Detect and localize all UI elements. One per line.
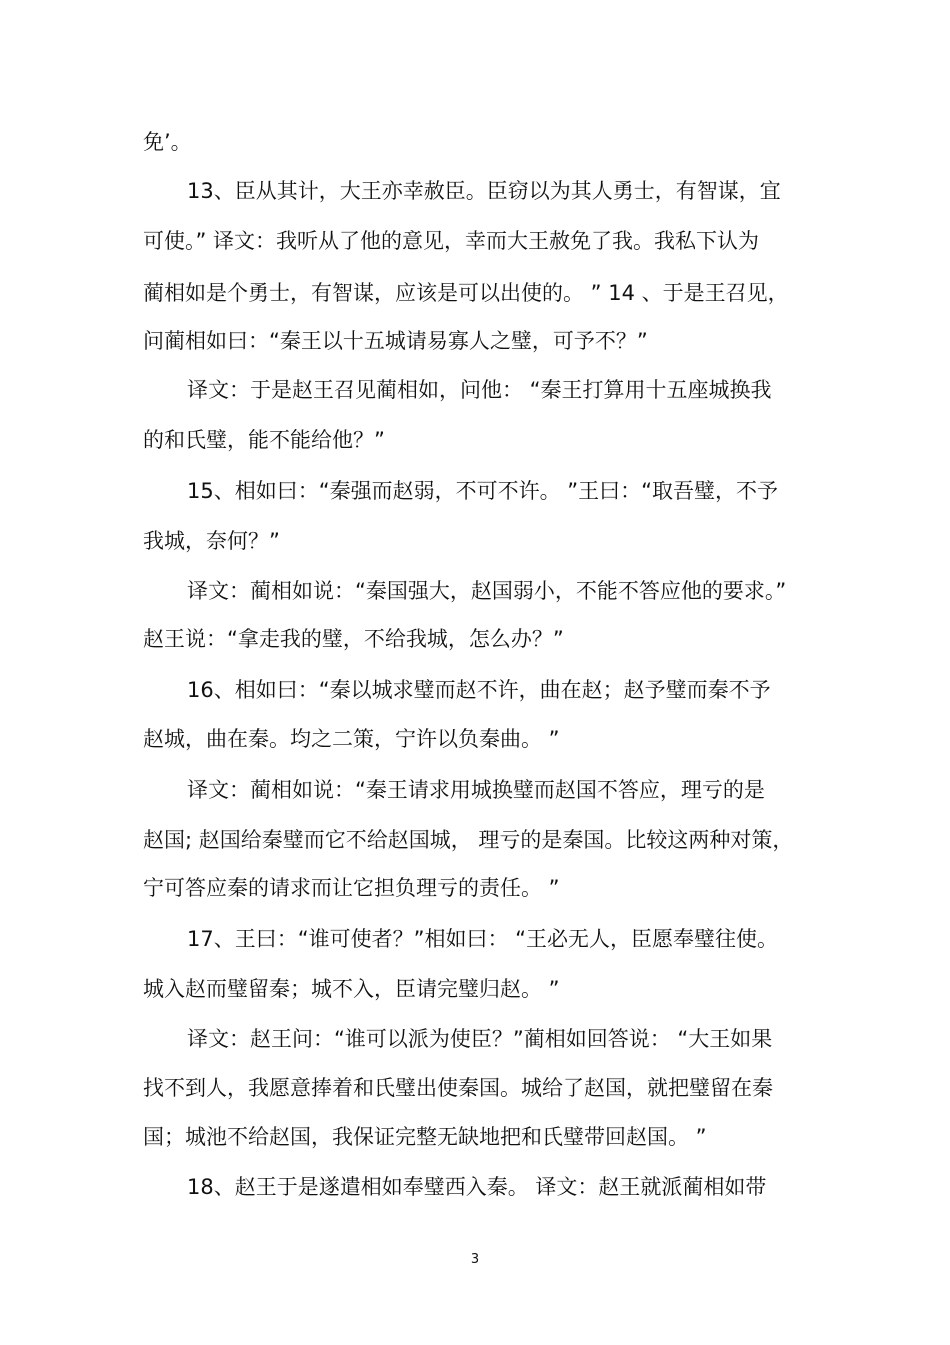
text-line: 的和氏璧，能不能给他？” xyxy=(143,428,385,452)
text-line: 17、王曰：“谁可使者？”相如曰： “王必无人，臣愿奉璧往使。 xyxy=(187,927,779,951)
text-line: 18、赵王于是遂遣相如奉璧西入秦。 译文：赵王就派蔺相如带 xyxy=(187,1175,767,1199)
text-line: 15、相如曰：“秦强而赵弱，不可不许。 ”王曰：“取吾璧，不予 xyxy=(187,479,779,503)
text-line: 译文：蔺相如说：“秦国强大，赵国弱小，不能不答应他的要求。” xyxy=(187,579,787,603)
text-line: 13、臣从其计，大王亦幸赦臣。臣窃以为其人勇士，有智谋，宜 xyxy=(187,179,781,203)
text-line: 找不到人，我愿意捧着和氏璧出使秦国。城给了赵国，就把璧留在秦 xyxy=(143,1076,773,1100)
text-line: 译文：蔺相如说：“秦王请求用城换璧而赵国不答应，理亏的是 xyxy=(187,778,765,802)
text-line: 问蔺相如曰：“秦王以十五城请易寡人之璧，可予不？” xyxy=(143,329,648,353)
text-line: 赵王说：“拿走我的璧，不给我城，怎么办？” xyxy=(143,627,564,651)
text-line: 赵国; 赵国给秦璧而它不给赵国城， 理亏的是秦国。比较这两种对策， xyxy=(143,828,794,852)
text-line: 译文：于是赵王召见蔺相如，问他： “秦王打算用十五座城换我 xyxy=(187,378,772,402)
text-line: 我城，奈何？” xyxy=(143,529,280,553)
text-line: 可使。” 译文：我听从了他的意见，幸而大王赦免了我。我私下认为 xyxy=(143,229,760,253)
text-line: 译文：赵王问：“谁可以派为使臣？”蔺相如回答说： “大王如果 xyxy=(187,1027,773,1051)
text-line: 蔺相如是个勇士，有智谋，应该是可以出使的。 ” 14 、于是王召见， xyxy=(143,281,789,305)
text-line: 城入赵而璧留秦；城不入，臣请完璧归赵。 ” xyxy=(143,977,560,1001)
text-line: 赵城，曲在秦。均之二策，宁许以负秦曲。 ” xyxy=(143,727,560,751)
text-line: 宁可答应秦的请求而让它担负理亏的责任。 ” xyxy=(143,876,560,900)
text-line: 免’。 xyxy=(143,130,192,154)
page-number: 3 xyxy=(470,1252,480,1267)
text-line: 国；城池不给赵国，我保证完整无缺地把和氏璧带回赵国。 ” xyxy=(143,1125,707,1149)
text-line: 16、相如曰：“秦以城求璧而赵不许，曲在赵；赵予璧而秦不予 xyxy=(187,678,771,702)
